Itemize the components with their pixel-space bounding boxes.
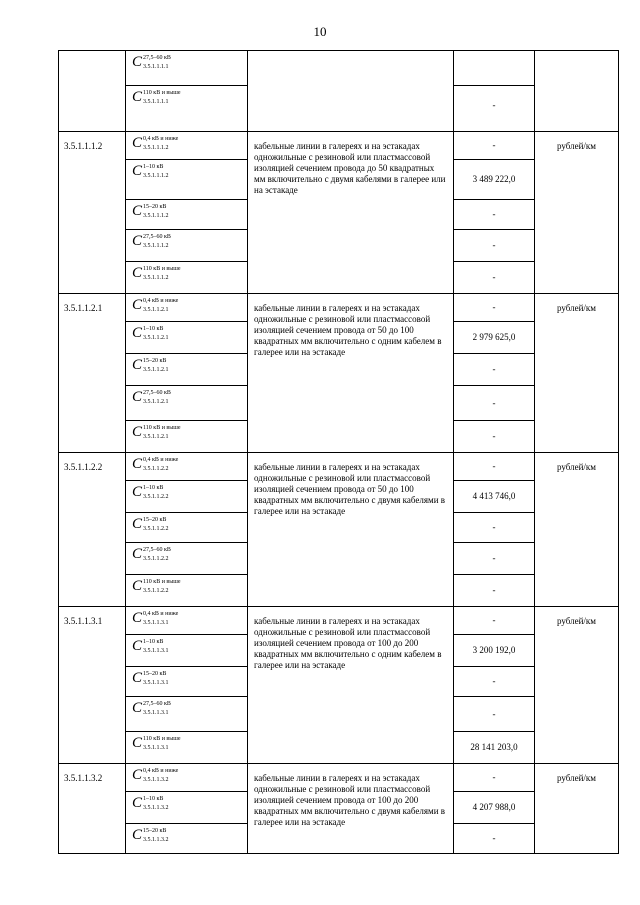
voltage-range: 110 кВ и выше (143, 265, 181, 272)
item-index: 3.5.1.1.2.1 (143, 398, 169, 405)
voltage-symbol (132, 136, 178, 151)
item-index: 3.5.1.1.1.2 (143, 274, 169, 281)
item-index: 3.5.1.1.3.1 (143, 619, 169, 626)
variable-cell (126, 732, 248, 764)
unit-cell: рублей/км (535, 607, 619, 764)
voltage-symbol (132, 90, 181, 105)
symbol-indices (143, 426, 181, 440)
symbol-indices (143, 518, 169, 532)
variable-cell (126, 160, 248, 200)
unit-cell: рублей/км (535, 764, 619, 854)
variable-cell (126, 513, 248, 543)
voltage-symbol (132, 485, 169, 500)
voltage-symbol (132, 701, 171, 716)
item-code: 3.5.1.1.1.2 (59, 132, 126, 294)
symbol-letter: С (132, 670, 143, 686)
symbol-letter: С (132, 546, 143, 562)
value-cell: - (454, 824, 535, 854)
voltage-symbol (132, 579, 181, 594)
symbol-letter: С (132, 424, 143, 440)
variable-cell (126, 322, 248, 354)
variable-cell (126, 481, 248, 513)
symbol-indices (143, 359, 169, 373)
voltage-range: 27,5–60 кВ (143, 546, 171, 553)
voltage-symbol (132, 547, 171, 562)
voltage-symbol (132, 671, 169, 686)
variable-cell (126, 607, 248, 635)
item-index: 3.5.1.1.3.2 (143, 804, 169, 811)
voltage-range: 15–20 кВ (143, 516, 167, 523)
symbol-letter: С (132, 827, 143, 843)
symbol-indices (143, 391, 171, 405)
symbol-indices (143, 797, 169, 811)
symbol-letter: С (132, 516, 143, 532)
voltage-range: 27,5–60 кВ (143, 233, 171, 240)
value-cell: 28 141 203,0 (454, 732, 535, 764)
value-cell: 3 489 222,0 (454, 160, 535, 200)
voltage-symbol (132, 298, 178, 313)
variable-cell (126, 421, 248, 453)
voltage-symbol (132, 425, 181, 440)
item-index: 3.5.1.1.2.1 (143, 334, 169, 341)
item-description: кабельные линии в галереях и на эстакадах одножильные с резиновой или пластмассовой изоляцией сечением провода от 100 до 200 квадратных мм включительно с двумя кабелями в галерее или на эстакаде (248, 764, 454, 854)
symbol-indices (143, 267, 181, 281)
item-code: 3.5.1.1.3.1 (59, 607, 126, 764)
voltage-range: 1–10 кВ (143, 484, 164, 491)
symbol-indices (143, 165, 169, 179)
variable-cell (126, 635, 248, 667)
symbol-letter: С (132, 456, 143, 472)
symbol-indices (143, 672, 169, 686)
symbol-indices (143, 640, 169, 654)
voltage-range: 15–20 кВ (143, 357, 167, 364)
item-index: 3.5.1.1.1.2 (143, 212, 169, 219)
symbol-indices (143, 548, 171, 562)
variable-cell (126, 132, 248, 160)
variable-cell (126, 354, 248, 386)
value-cell: - (454, 200, 535, 230)
value-cell: - (454, 543, 535, 575)
value-cell: 4 207 988,0 (454, 792, 535, 824)
table-row (59, 132, 619, 160)
voltage-range: 0,4 кВ и ниже (143, 135, 179, 142)
value-cell: - (454, 667, 535, 697)
symbol-indices (143, 56, 171, 70)
symbol-letter: С (132, 735, 143, 751)
variable-cell (126, 824, 248, 854)
value-cell: - (454, 421, 535, 453)
voltage-symbol (132, 736, 181, 751)
voltage-range: 1–10 кВ (143, 638, 164, 645)
description-cell-empty (248, 51, 454, 132)
voltage-range: 110 кВ и выше (143, 578, 181, 585)
voltage-range: 15–20 кВ (143, 670, 167, 677)
voltage-range: 110 кВ и выше (143, 89, 181, 96)
symbol-indices (143, 91, 181, 105)
item-index: 3.5.1.1.1.2 (143, 144, 169, 151)
unit-cell-empty (535, 51, 619, 132)
value-cell: - (454, 607, 535, 635)
symbol-letter: С (132, 203, 143, 219)
voltage-range: 110 кВ и выше (143, 424, 181, 431)
voltage-symbol (132, 828, 169, 843)
symbol-letter: С (132, 163, 143, 179)
symbol-letter: С (132, 325, 143, 341)
voltage-range: 1–10 кВ (143, 325, 164, 332)
symbol-letter: С (132, 54, 143, 70)
value-cell: - (454, 354, 535, 386)
value-cell: - (454, 453, 535, 481)
voltage-symbol (132, 611, 178, 626)
item-code: 3.5.1.1.2.1 (59, 294, 126, 453)
item-index: 3.5.1.1.2.2 (143, 555, 169, 562)
symbol-letter: С (132, 233, 143, 249)
value-cell: - (454, 697, 535, 732)
item-index: 3.5.1.1.3.2 (143, 836, 169, 843)
voltage-range: 27,5–60 кВ (143, 389, 171, 396)
item-description: кабельные линии в галереях и на эстакадах одножильные с резиновой или пластмассовой изоляцией сечением провода от 100 до 200 квадратных мм включительно с одним кабелем в галерее или на эстакаде (248, 607, 454, 764)
value-cell (454, 51, 535, 86)
table-row (59, 607, 619, 635)
symbol-indices (143, 737, 181, 751)
symbol-indices (143, 769, 178, 783)
item-index: 3.5.1.1.3.1 (143, 709, 169, 716)
item-index: 3.5.1.1.2.1 (143, 306, 169, 313)
rates-table (58, 50, 619, 854)
symbol-letter: С (132, 767, 143, 783)
item-index: 3.5.1.1.2.2 (143, 493, 169, 500)
symbol-indices (143, 580, 181, 594)
voltage-range: 15–20 кВ (143, 203, 167, 210)
code-cell-empty (59, 51, 126, 132)
voltage-range: 0,4 кВ и ниже (143, 297, 179, 304)
value-cell: - (454, 575, 535, 607)
voltage-symbol (132, 768, 178, 783)
voltage-symbol (132, 326, 169, 341)
symbol-indices (143, 829, 169, 843)
symbol-indices (143, 205, 169, 219)
voltage-range: 110 кВ и выше (143, 735, 181, 742)
symbol-letter: С (132, 389, 143, 405)
item-index: 3.5.1.1.2.2 (143, 465, 169, 472)
symbol-letter: С (132, 578, 143, 594)
voltage-range: 27,5–60 кВ (143, 700, 171, 707)
symbol-indices (143, 137, 178, 151)
value-cell: 2 979 625,0 (454, 322, 535, 354)
symbol-indices (143, 299, 178, 313)
variable-cell (126, 262, 248, 294)
item-index: 3.5.1.1.3.1 (143, 744, 169, 751)
value-cell: - (454, 86, 535, 132)
table-row (59, 453, 619, 481)
variable-cell (126, 453, 248, 481)
item-description: кабельные линии в галереях и на эстакадах одножильные с резиновой или пластмассовой изоляцией сечением провода от 50 до 100 квадратных мм включительно с одним кабелем в галерее или на эстакаде (248, 294, 454, 453)
voltage-symbol (132, 55, 171, 70)
symbol-letter: С (132, 265, 143, 281)
item-index: 3.5.1.1.1.2 (143, 242, 169, 249)
voltage-symbol (132, 164, 169, 179)
symbol-indices (143, 327, 169, 341)
voltage-symbol (132, 204, 169, 219)
unit-cell: рублей/км (535, 132, 619, 294)
symbol-indices (143, 702, 171, 716)
item-description: кабельные линии в галереях и на эстакадах одножильные с резиновой или пластмассовой изоляцией сечением провода от 50 до 100 квадратных мм включительно с двумя кабелями в галерее или на эстакаде (248, 453, 454, 607)
variable-cell (126, 697, 248, 732)
symbol-letter: С (132, 484, 143, 500)
voltage-symbol (132, 639, 169, 654)
symbol-indices (143, 235, 171, 249)
variable-cell (126, 667, 248, 697)
variable-cell (126, 51, 248, 86)
item-index: 3.5.1.1.1.2 (143, 172, 169, 179)
symbol-indices (143, 612, 178, 626)
value-cell: - (454, 262, 535, 294)
variable-cell (126, 764, 248, 792)
value-cell: - (454, 764, 535, 792)
variable-cell (126, 543, 248, 575)
variable-cell (126, 575, 248, 607)
item-index: 3.5.1.1.3.1 (143, 679, 169, 686)
voltage-range: 0,4 кВ и ниже (143, 610, 179, 617)
item-index: 3.5.1.1.2.2 (143, 525, 169, 532)
symbol-indices (143, 458, 178, 472)
item-code: 3.5.1.1.3.2 (59, 764, 126, 854)
symbol-letter: С (132, 89, 143, 105)
table-row (59, 51, 619, 86)
value-cell: - (454, 386, 535, 421)
variable-cell (126, 294, 248, 322)
symbol-letter: С (132, 638, 143, 654)
symbol-letter: С (132, 610, 143, 626)
symbol-letter: С (132, 795, 143, 811)
voltage-range: 0,4 кВ и ниже (143, 767, 179, 774)
item-index: 3.5.1.1.3.1 (143, 647, 169, 654)
voltage-symbol (132, 266, 181, 281)
voltage-symbol (132, 517, 169, 532)
item-index: 3.5.1.1.2.1 (143, 366, 169, 373)
variable-cell (126, 792, 248, 824)
voltage-symbol (132, 796, 169, 811)
variable-cell (126, 386, 248, 421)
voltage-range: 27,5–60 кВ (143, 54, 171, 61)
unit-cell: рублей/км (535, 294, 619, 453)
voltage-symbol (132, 358, 169, 373)
table-row (59, 764, 619, 792)
voltage-range: 0,4 кВ и ниже (143, 456, 179, 463)
voltage-range: 1–10 кВ (143, 795, 164, 802)
symbol-indices (143, 486, 169, 500)
voltage-symbol (132, 234, 171, 249)
item-index: 3.5.1.1.2.2 (143, 587, 169, 594)
item-index: 3.5.1.1.1.1 (143, 63, 169, 70)
item-index: 3.5.1.1.3.2 (143, 776, 169, 783)
voltage-symbol (132, 390, 171, 405)
variable-cell (126, 230, 248, 262)
value-cell: 4 413 746,0 (454, 481, 535, 513)
value-cell: - (454, 132, 535, 160)
page-number: 10 (313, 24, 327, 39)
voltage-symbol (132, 457, 178, 472)
table-row (59, 294, 619, 322)
symbol-letter: С (132, 297, 143, 313)
item-index: 3.5.1.1.1.1 (143, 98, 169, 105)
value-cell: 3 200 192,0 (454, 635, 535, 667)
symbol-letter: С (132, 357, 143, 373)
item-index: 3.5.1.1.2.1 (143, 433, 169, 440)
unit-cell: рублей/км (535, 453, 619, 607)
item-code: 3.5.1.1.2.2 (59, 453, 126, 607)
variable-cell (126, 200, 248, 230)
value-cell: - (454, 513, 535, 543)
voltage-range: 15–20 кВ (143, 827, 167, 834)
variable-cell (126, 86, 248, 132)
symbol-letter: С (132, 135, 143, 151)
symbol-letter: С (132, 700, 143, 716)
voltage-range: 1–10 кВ (143, 163, 164, 170)
value-cell: - (454, 294, 535, 322)
value-cell: - (454, 230, 535, 262)
item-description: кабельные линии в галереях и на эстакадах одножильные с резиновой или пластмассовой изоляцией сечением провода до 50 квадратных мм включительно с двумя кабелями в галерее или на эстакаде (248, 132, 454, 294)
